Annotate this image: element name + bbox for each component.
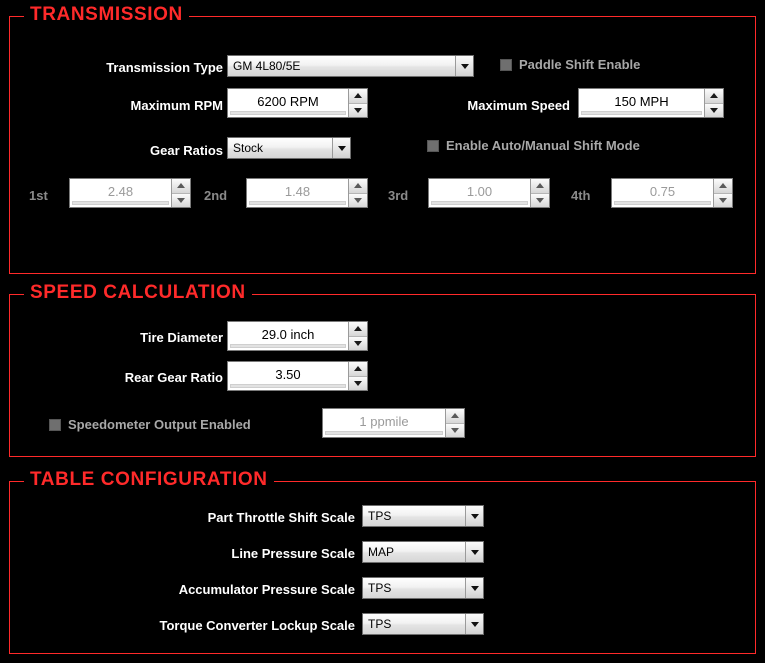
spinner-up-icon[interactable]	[705, 89, 723, 103]
paddle-shift-enable-checkbox[interactable]	[500, 57, 640, 72]
accumulator-pressure-scale-combo[interactable]	[362, 577, 484, 599]
tire-diameter-slider[interactable]	[230, 344, 346, 348]
spinner-up-icon[interactable]	[349, 322, 367, 336]
gear-4-arrows[interactable]	[713, 179, 732, 207]
gear-4-label: 4th	[571, 188, 591, 203]
spinner-up-icon[interactable]	[349, 362, 367, 376]
chevron-down-icon[interactable]	[465, 614, 483, 634]
spinner-down-icon[interactable]	[714, 193, 732, 208]
spinner-down-icon[interactable]	[446, 423, 464, 438]
maximum-speed-field[interactable]	[579, 89, 704, 117]
speedometer-output-field[interactable]	[323, 409, 445, 437]
spinner-up-icon[interactable]	[531, 179, 549, 193]
gear-1-slider[interactable]	[72, 201, 169, 205]
gear-2-arrows[interactable]	[348, 179, 367, 207]
spinner-down-icon[interactable]	[349, 103, 367, 118]
maximum-speed-label: Maximum Speed	[467, 98, 570, 113]
maximum-rpm-spinner[interactable]	[227, 88, 368, 118]
spinner-down-icon[interactable]	[172, 193, 190, 208]
maximum-rpm-field[interactable]	[228, 89, 348, 117]
maximum-rpm-slider[interactable]	[230, 111, 346, 115]
spinner-up-icon[interactable]	[349, 89, 367, 103]
tire-diameter-label: Tire Diameter	[140, 330, 223, 345]
gear-3-arrows[interactable]	[530, 179, 549, 207]
speedometer-output-enabled-label: Speedometer Output Enabled	[68, 417, 251, 432]
gear-1-label: 1st	[29, 188, 48, 203]
gear-2-label: 2nd	[204, 188, 228, 203]
tire-diameter-arrows[interactable]	[348, 322, 367, 350]
rear-gear-ratio-field[interactable]	[228, 362, 348, 390]
maximum-rpm-arrows[interactable]	[348, 89, 367, 117]
gear-1-arrows[interactable]	[171, 179, 190, 207]
checkbox-box[interactable]	[500, 59, 512, 71]
spinner-up-icon[interactable]	[349, 179, 367, 193]
checkbox-box[interactable]	[427, 140, 439, 152]
accumulator-pressure-scale-value: TPS	[368, 581, 392, 595]
checkbox-box[interactable]	[49, 419, 61, 431]
chevron-down-icon[interactable]	[465, 578, 483, 598]
gear-2-spinner[interactable]	[246, 178, 368, 208]
transmission-type-combo[interactable]	[227, 55, 474, 77]
transmission-type-label: Transmission Type	[106, 60, 223, 75]
gear-2-slider[interactable]	[249, 201, 346, 205]
spinner-down-icon[interactable]	[531, 193, 549, 208]
gear-ratios-combo[interactable]	[227, 137, 351, 159]
torque-converter-lockup-scale-label: Torque Converter Lockup Scale	[159, 618, 355, 633]
gear-3-field[interactable]	[429, 179, 530, 207]
maximum-speed-value: 150 MPH	[614, 93, 669, 109]
maximum-rpm-label: Maximum RPM	[130, 98, 223, 113]
rear-gear-ratio-arrows[interactable]	[348, 362, 367, 390]
speed-calculation-panel-title: SPEED CALCULATION	[24, 282, 252, 304]
gear-3-value: 1.00	[466, 183, 493, 199]
gear-3-slider[interactable]	[431, 201, 528, 205]
speedometer-output-slider[interactable]	[325, 431, 443, 435]
maximum-rpm-value: 6200 RPM	[257, 93, 319, 109]
auto-manual-shift-mode-checkbox[interactable]	[427, 138, 640, 153]
chevron-down-icon[interactable]	[465, 542, 483, 562]
torque-converter-lockup-scale-combo[interactable]	[362, 613, 484, 635]
rear-gear-ratio-value: 3.50	[275, 366, 301, 382]
gear-2-field[interactable]	[247, 179, 348, 207]
part-throttle-shift-scale-combo[interactable]	[362, 505, 484, 527]
gear-4-field[interactable]	[612, 179, 713, 207]
line-pressure-scale-value: MAP	[368, 545, 395, 559]
spinner-down-icon[interactable]	[349, 376, 367, 391]
gear-4-spinner[interactable]	[611, 178, 733, 208]
gear-4-slider[interactable]	[614, 201, 711, 205]
spinner-down-icon[interactable]	[349, 193, 367, 208]
gear-ratios-label: Gear Ratios	[150, 143, 223, 158]
accumulator-pressure-scale-label: Accumulator Pressure Scale	[178, 582, 355, 597]
maximum-speed-spinner[interactable]	[578, 88, 724, 118]
spinner-up-icon[interactable]	[446, 409, 464, 423]
part-throttle-shift-scale-value: TPS	[368, 509, 392, 523]
transmission-panel-title: TRANSMISSION	[24, 4, 189, 26]
gear-ratios-value: Stock	[233, 141, 264, 155]
gear-4-value: 0.75	[649, 183, 676, 199]
table-configuration-panel-title: TABLE CONFIGURATION	[24, 469, 274, 491]
tire-diameter-field[interactable]	[228, 322, 348, 350]
chevron-down-icon[interactable]	[332, 138, 350, 158]
transmission-type-value: GM 4L80/5E	[233, 59, 301, 73]
gear-3-label: 3rd	[388, 188, 409, 203]
torque-converter-lockup-scale-value: TPS	[368, 617, 392, 631]
auto-manual-shift-mode-label: Enable Auto/Manual Shift Mode	[446, 138, 640, 153]
maximum-speed-slider[interactable]	[581, 111, 702, 115]
part-throttle-shift-scale-label: Part Throttle Shift Scale	[207, 510, 355, 525]
tire-diameter-spinner[interactable]	[227, 321, 368, 351]
gear-1-value: 2.48	[107, 183, 134, 199]
spinner-up-icon[interactable]	[172, 179, 190, 193]
gear-2-value: 1.48	[284, 183, 311, 199]
chevron-down-icon[interactable]	[465, 506, 483, 526]
speedometer-output-arrows[interactable]	[445, 409, 464, 437]
gear-3-spinner[interactable]	[428, 178, 550, 208]
gear-1-spinner[interactable]	[69, 178, 191, 208]
tire-diameter-value: 29.0 inch	[261, 326, 315, 342]
rear-gear-ratio-label: Rear Gear Ratio	[124, 370, 223, 385]
spinner-down-icon[interactable]	[705, 103, 723, 118]
chevron-down-icon[interactable]	[455, 56, 473, 76]
line-pressure-scale-combo[interactable]	[362, 541, 484, 563]
spinner-down-icon[interactable]	[349, 336, 367, 351]
speedometer-output-spinner[interactable]	[322, 408, 465, 438]
rear-gear-ratio-slider[interactable]	[230, 384, 346, 388]
speedometer-output-enabled-checkbox[interactable]	[49, 417, 251, 432]
maximum-speed-arrows[interactable]	[704, 89, 723, 117]
line-pressure-scale-label: Line Pressure Scale	[231, 546, 355, 561]
spinner-up-icon[interactable]	[714, 179, 732, 193]
speedometer-output-value: 1 ppmile	[359, 413, 409, 429]
gear-1-field[interactable]	[70, 179, 171, 207]
paddle-shift-enable-label: Paddle Shift Enable	[519, 57, 641, 72]
rear-gear-ratio-spinner[interactable]	[227, 361, 368, 391]
